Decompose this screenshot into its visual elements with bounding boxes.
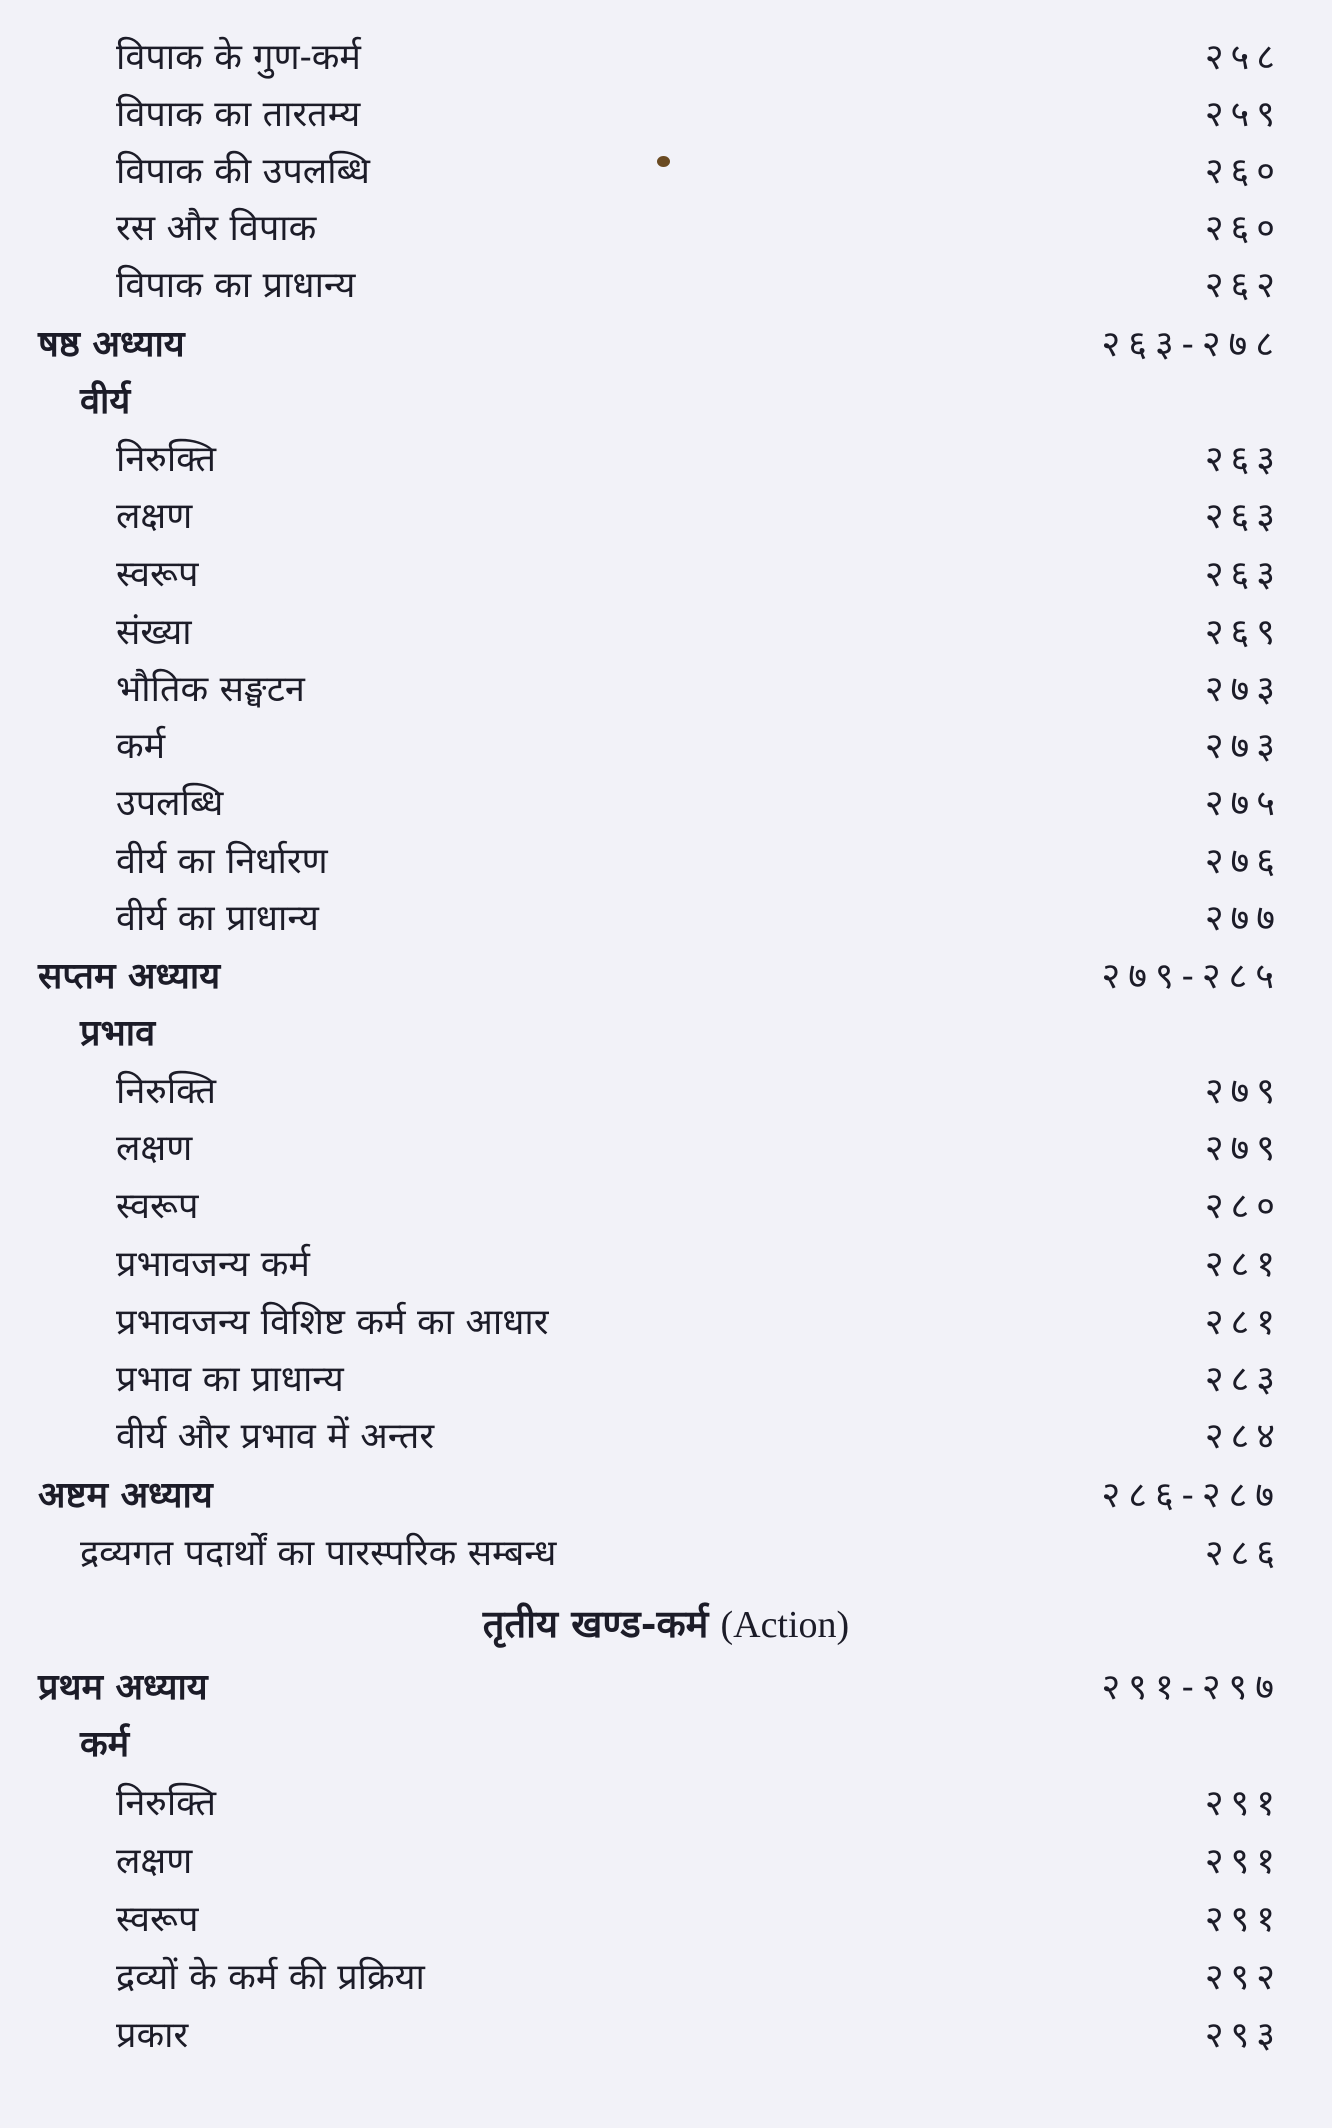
entry-page: २६३ (1204, 439, 1282, 480)
entry-title: प्रभाव का प्राधान्य (116, 1359, 344, 1400)
entry-title: विपाक के गुण-कर्म (116, 37, 361, 78)
topic-heading (0, 373, 1332, 430)
entry-page: २८१ (1204, 1302, 1282, 1343)
entry-title: वीर्य का प्राधान्य (116, 898, 319, 939)
toc-entry (0, 1120, 1332, 1177)
toc-entry (0, 1949, 1332, 2006)
entry-title: द्रव्यगत पदार्थों का पारस्परिक सम्बन्ध (80, 1533, 557, 1574)
topic-heading (0, 1005, 1332, 1062)
chapter-pages: २७९-२८५ (1101, 956, 1282, 997)
chapter-heading (0, 1659, 1332, 1716)
section-title-english: (Action) (720, 1604, 850, 1646)
entry-title: प्रभावजन्य कर्म (116, 1244, 310, 1285)
chapter-title: षष्ठ अध्याय (38, 323, 185, 365)
toc-entry (0, 718, 1332, 775)
entry-title: लक्षण (116, 1128, 193, 1169)
entry-page: २९१ (1204, 1899, 1282, 1940)
toc-entry (0, 1236, 1332, 1293)
section-heading (0, 1594, 1332, 1654)
toc-entry (0, 200, 1332, 257)
entry-title: लक्षण (116, 496, 193, 537)
entry-page: २७६ (1204, 841, 1282, 882)
toc-entry (0, 488, 1332, 545)
toc-entry (0, 775, 1332, 832)
entry-title: विपाक का प्राधान्य (116, 265, 356, 306)
entry-title: संख्या (116, 612, 192, 653)
entry-title: रस और विपाक (116, 208, 317, 249)
entry-page: २८३ (1204, 1359, 1282, 1400)
entry-title: स्वरूप (116, 1186, 199, 1227)
chapter-heading (0, 948, 1332, 1005)
entry-title: प्रभावजन्य विशिष्ट कर्म का आधार (116, 1302, 549, 1343)
entry-title: निरुक्ति (116, 439, 216, 480)
entry-page: २९१ (1204, 1783, 1282, 1824)
entry-page: २८४ (1204, 1416, 1282, 1457)
entry-title: उपलब्धि (116, 783, 224, 824)
chapter-pages: २९१-२९७ (1101, 1667, 1282, 1708)
toc-entry (0, 833, 1332, 890)
toc-entry (0, 431, 1332, 488)
entry-page: २६० (1204, 208, 1282, 249)
toc-entry (0, 1775, 1332, 1832)
toc-entry (0, 1294, 1332, 1351)
toc-entry (0, 1891, 1332, 1948)
toc-entry (0, 1178, 1332, 1235)
entry-page: २५९ (1204, 94, 1282, 135)
toc-entry (0, 29, 1332, 86)
toc-entry (0, 2007, 1332, 2064)
entry-page: २७९ (1204, 1071, 1282, 1112)
entry-page: २६३ (1204, 554, 1282, 595)
chapter-heading (0, 1467, 1332, 1524)
toc-entry (0, 1351, 1332, 1408)
entry-title: स्वरूप (116, 554, 199, 595)
toc-entry (0, 1833, 1332, 1890)
entry-page: २६३ (1204, 496, 1282, 537)
toc-entry (0, 546, 1332, 603)
toc-entry (0, 604, 1332, 661)
entry-page: २७७ (1204, 898, 1282, 939)
toc-entry (0, 890, 1332, 947)
topic-heading (0, 1716, 1332, 1773)
entry-page: २८१ (1204, 1244, 1282, 1285)
topic-title: वीर्य (80, 380, 131, 422)
toc-entry (0, 143, 1332, 200)
ink-speck (657, 156, 670, 167)
toc-entry (0, 257, 1332, 314)
entry-page: २८० (1204, 1186, 1282, 1227)
entry-title: द्रव्यों के कर्म की प्रक्रिया (116, 1957, 425, 1998)
entry-page: २६० (1204, 151, 1282, 192)
toc-entry (0, 1063, 1332, 1120)
entry-page: २६९ (1204, 612, 1282, 653)
entry-title: प्रकार (116, 2015, 189, 2056)
entry-page: २६२ (1204, 265, 1282, 306)
entry-page: २७५ (1204, 783, 1282, 824)
chapter-title: प्रथम अध्याय (38, 1666, 208, 1708)
entry-page: २९१ (1204, 1841, 1282, 1882)
topic-title: कर्म (80, 1723, 130, 1765)
entry-page: २७३ (1204, 726, 1282, 767)
chapter-title: अष्टम अध्याय (38, 1474, 213, 1516)
chapter-pages: २८६-२८७ (1101, 1475, 1282, 1516)
entry-title: निरुक्ति (116, 1783, 216, 1824)
entry-title: निरुक्ति (116, 1071, 216, 1112)
toc-entry (0, 661, 1332, 718)
entry-title: कर्म (116, 726, 166, 767)
chapter-heading (0, 316, 1332, 373)
entry-page: २९२ (1204, 1957, 1282, 1998)
toc-entry (0, 1525, 1332, 1582)
entry-title: स्वरूप (116, 1899, 199, 1940)
entry-page: २८६ (1204, 1533, 1282, 1574)
entry-page: २७३ (1204, 669, 1282, 710)
section-title: तृतीय खण्ड-कर्म (482, 1601, 709, 1646)
entry-title: विपाक की उपलब्धि (116, 151, 370, 192)
entry-title: विपाक का तारतम्य (116, 94, 361, 135)
entry-title: भौतिक सङ्घटन (116, 669, 305, 710)
toc-entry (0, 1408, 1332, 1465)
entry-page: २७९ (1204, 1128, 1282, 1169)
topic-title: प्रभाव (80, 1012, 156, 1054)
entry-title: वीर्य का निर्धारण (116, 841, 328, 882)
entry-title: वीर्य और प्रभाव में अन्तर (116, 1416, 435, 1457)
chapter-pages: २६३-२७८ (1101, 324, 1282, 365)
entry-page: २५८ (1204, 37, 1282, 78)
chapter-title: सप्तम अध्याय (38, 955, 221, 997)
entry-page: २९३ (1204, 2015, 1282, 2056)
entry-title: लक्षण (116, 1841, 193, 1882)
toc-entry (0, 86, 1332, 143)
